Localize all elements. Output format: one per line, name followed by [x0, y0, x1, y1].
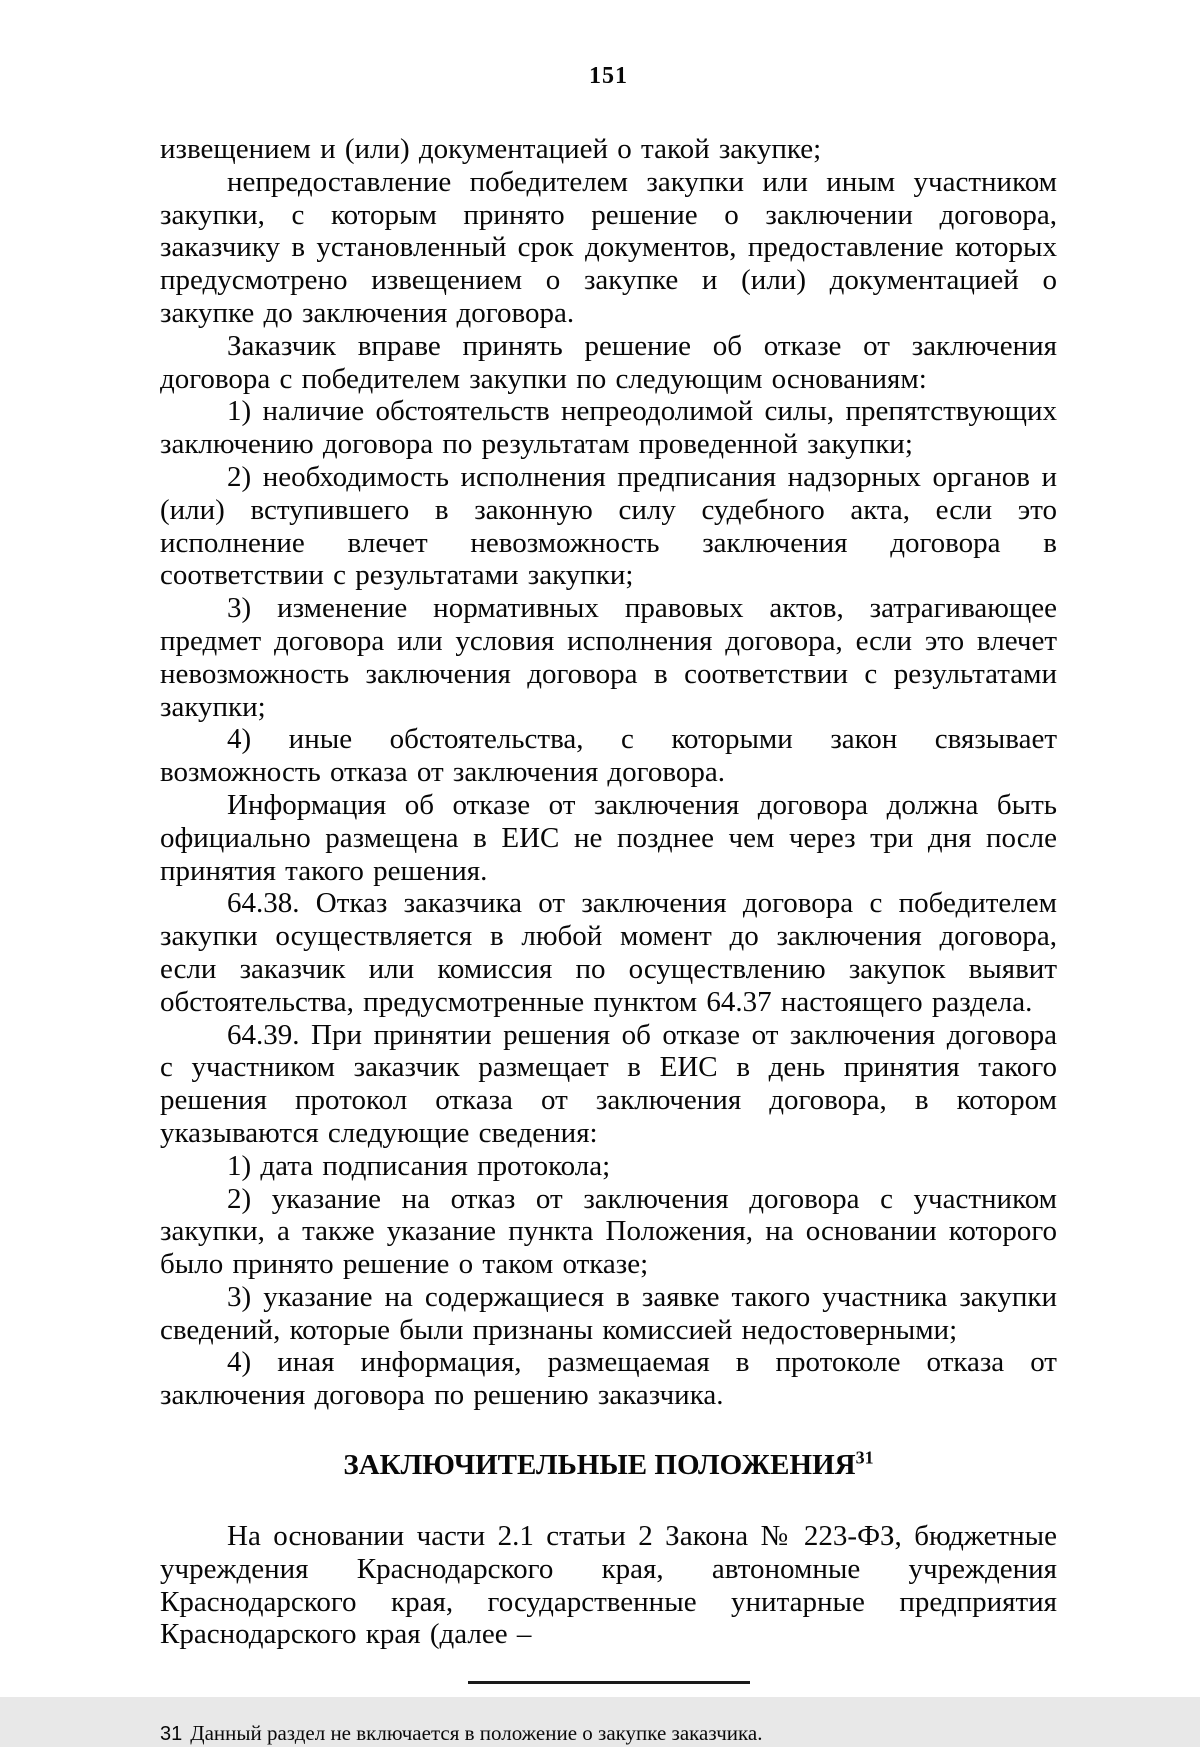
body-paragraph: 64.38. Отказ заказчика от заключения договора с победителем закупки осуществляется в любой момент до заключения договора, если заказчик или комиссия по осуществлению закупок выявит обстоятельства, предусмотренные пунктом 64.37 настоящего раздела.: [160, 887, 1057, 1018]
body-paragraph: 1) наличие обстоятельств непреодолимой силы, препятствующих заключению договора по результатам проведенной закупки;: [160, 395, 1057, 461]
body-paragraph: 64.39. При принятии решения об отказе от заключения договора с участником заказчик размещает в ЕИС в день принятия такого решения протокол отказа от заключения договора, в котором указываются следующие сведения:: [160, 1018, 1057, 1149]
body-paragraph: 1) дата подписания протокола;: [227, 1149, 611, 1182]
body-paragraph: извещением и (или) документацией о такой закупке;: [160, 133, 822, 165]
body-paragraph: 2) необходимость исполнения предписания надзорных органов и (или) вступившего в законную силу судебного акта, если это исполнение влечет невозможность заключения договора в соответствии с результатами закупки;: [160, 460, 1057, 592]
body-paragraph: 4) иная информация, размещаемая в протоколе отказа от заключения договора по решению заказчика.: [160, 1346, 1057, 1412]
closing-paragraph-block: [160, 1520, 1057, 1651]
section-heading: [160, 1448, 1057, 1482]
footnote-text: Данный раздел не включается в положение о закупке заказчика.: [190, 1721, 763, 1746]
body-paragraph: Информация об отказе от заключения договора должна быть официально размещена в ЕИС не позднее чем через три дня после принятия такого решения.: [160, 788, 1057, 887]
body-paragraph: Заказчик вправе принять решение об отказе от заключения договора с победителем закупки по следующим основаниям:: [160, 329, 1057, 395]
page-number: 151: [589, 63, 628, 89]
body-paragraph: 3) изменение нормативных правовых актов, затрагивающее предмет договора или условия исполнения договора, если это влечет невозможность заключения договора в соответствии с результатами закупки;: [160, 592, 1057, 723]
body-paragraph: 2) указание на отказ от заключения договора с участником закупки, а также указание пункта Положения, на основании которого было принято решение о таком отказе;: [160, 1182, 1057, 1281]
body-text-block: [160, 133, 1057, 1412]
heading-footnote-ref: 31: [855, 1447, 874, 1468]
footnote-marker: 31: [160, 1723, 183, 1746]
section-heading-text: ЗАКЛЮЧИТЕЛЬНЫЕ ПОЛОЖЕНИЯ: [343, 1449, 856, 1482]
body-paragraph: 4) иные обстоятельства, с которыми закон связывает возможность отказа от заключения договора.: [160, 723, 1057, 789]
body-paragraph: На основании части 2.1 статьи 2 Закона № 223-ФЗ, бюджетные учреждения Краснодарского края, автономные учреждения Краснодарского края, государственные унитарные предприятия Краснодарского края (далее –: [160, 1520, 1057, 1651]
body-paragraph: 3) указание на содержащиеся в заявке такого участника закупки сведений, которые были признаны комиссией недостоверными;: [160, 1280, 1057, 1346]
footnote-separator: [468, 1681, 750, 1684]
footnote: [160, 1720, 1057, 1747]
body-paragraph: непредоставление победителем закупки или иным участником закупки, с которым принято решение о заключении договора, заказчику в установленный срок документов, предоставление которых предусмотрено извещением о закупке и (или) документацией о закупке до заключения договора.: [160, 165, 1057, 329]
